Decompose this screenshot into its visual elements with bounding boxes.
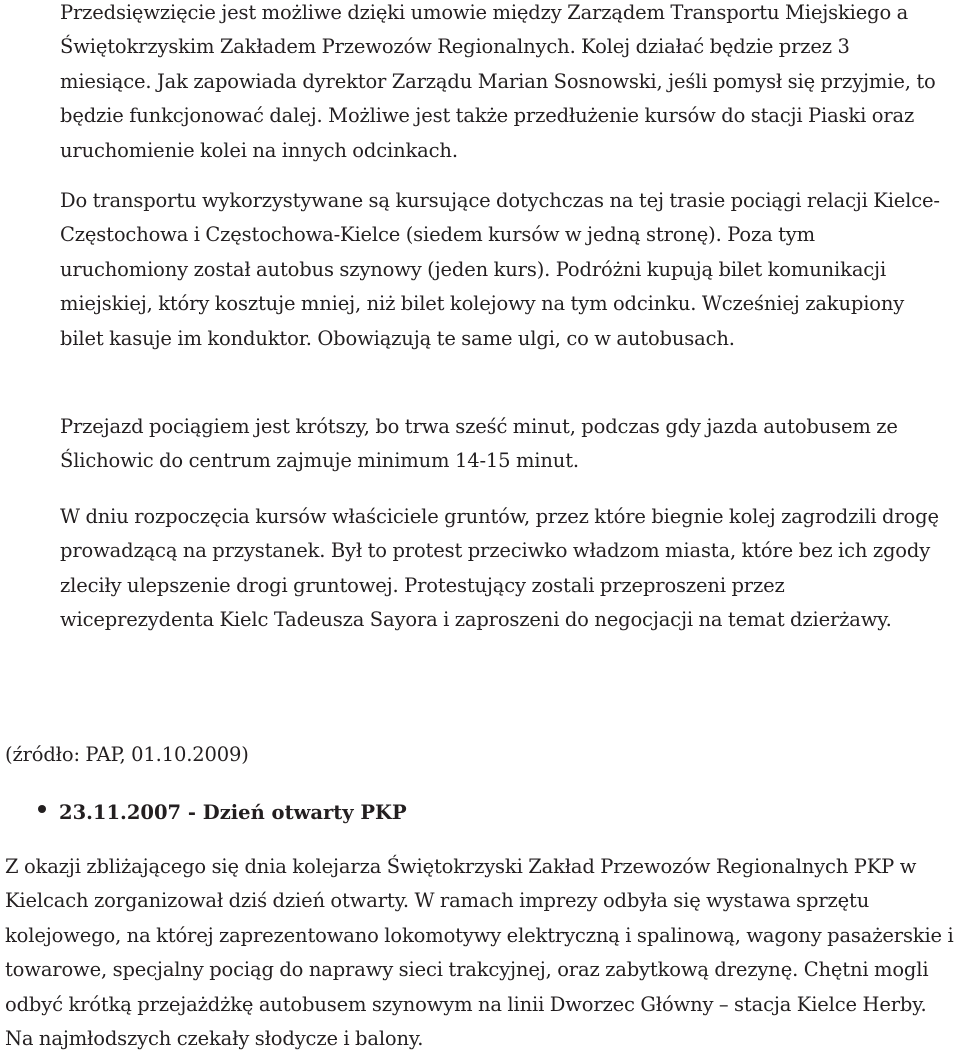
paragraph-transport: Do transportu wykorzystywane są kursujące dotychczas na tej trasie pociągi relacji Kielce-Częstochowa i Częstochowa-Kielce (siedem kursów w jedną stronę). Poza tym uruchomiony został autobus szynowy (jeden kurs). Podróżni kupują bilet komunikacji miejskiej, który kosztuje mniej, niż bilet kolejowy na tym odcinku. Wcześniej zakupiony bilet kasuje im konduktor. Obowiązują te same ulgi, co w autobusach.: [60, 189, 940, 350]
bullet-icon: [38, 805, 46, 813]
bullet-heading: 23.11.2007 - Dzień otwarty PKP: [59, 800, 407, 824]
paragraph-protest: W dniu rozpoczęcia kursów właściciele gruntów, przez które biegnie kolej zagrodzili drogę prowadzącą na przystanek. Był to protest przeciwko władzom miasta, które bez ich zgody zleciły ulepszenie drogi gruntowej. Protestujący zostali przeproszeni przez wiceprezydenta Kielc Tadeusza Sayora i zaproszeni do negocjacji na temat dzierżawy.: [60, 505, 939, 632]
source-citation: (źródło: PAP, 01.10.2009): [5, 743, 249, 766]
paragraph-travel-time: Przejazd pociągiem jest krótszy, bo trwa sześć minut, podczas gdy jazda autobusem ze Ślichowic do centrum zajmuje minimum 14-15 minut.: [60, 415, 898, 473]
bullet-item: [38, 793, 407, 831]
paragraph-agreement: Przedsięwzięcie jest możliwe dzięki umowie między Zarządem Transportu Miejskiego a Świętokrzyskim Zakładem Przewozów Regionalnych. Kolej działać będzie przez 3 miesiące. Jak zapowiada dyrektor Zarządu Marian Sosnowski, jeśli pomysł się przyjmie, to będzie funkcjonować dalej. Możliwe jest także przedłużenie kursów do stacji Piaski oraz uruchomienie kolei na innych odcinkach.: [60, 1, 936, 162]
paragraph-open-day: Z okazji zbliżającego się dnia kolejarza Świętokrzyski Zakład Przewozów Regionalnych PKP w Kielcach zorganizował dziś dzień otwarty. W ramach imprezy odbyła się wystawa sprzętu kolejowego, na której zaprezentowano lokomotywy elektryczną i spalinową, wagony pasażerskie i towarowe, specjalny pociąg do naprawy sieci trakcyjnej, oraz zabytkową drezynę. Chętni mogli odbyć krótką przejażdżkę autobusem szynowym na linii Dworzec Główny – stacja Kielce Herby. Na najmłodszych czekały słodycze i balony.: [5, 855, 954, 1051]
